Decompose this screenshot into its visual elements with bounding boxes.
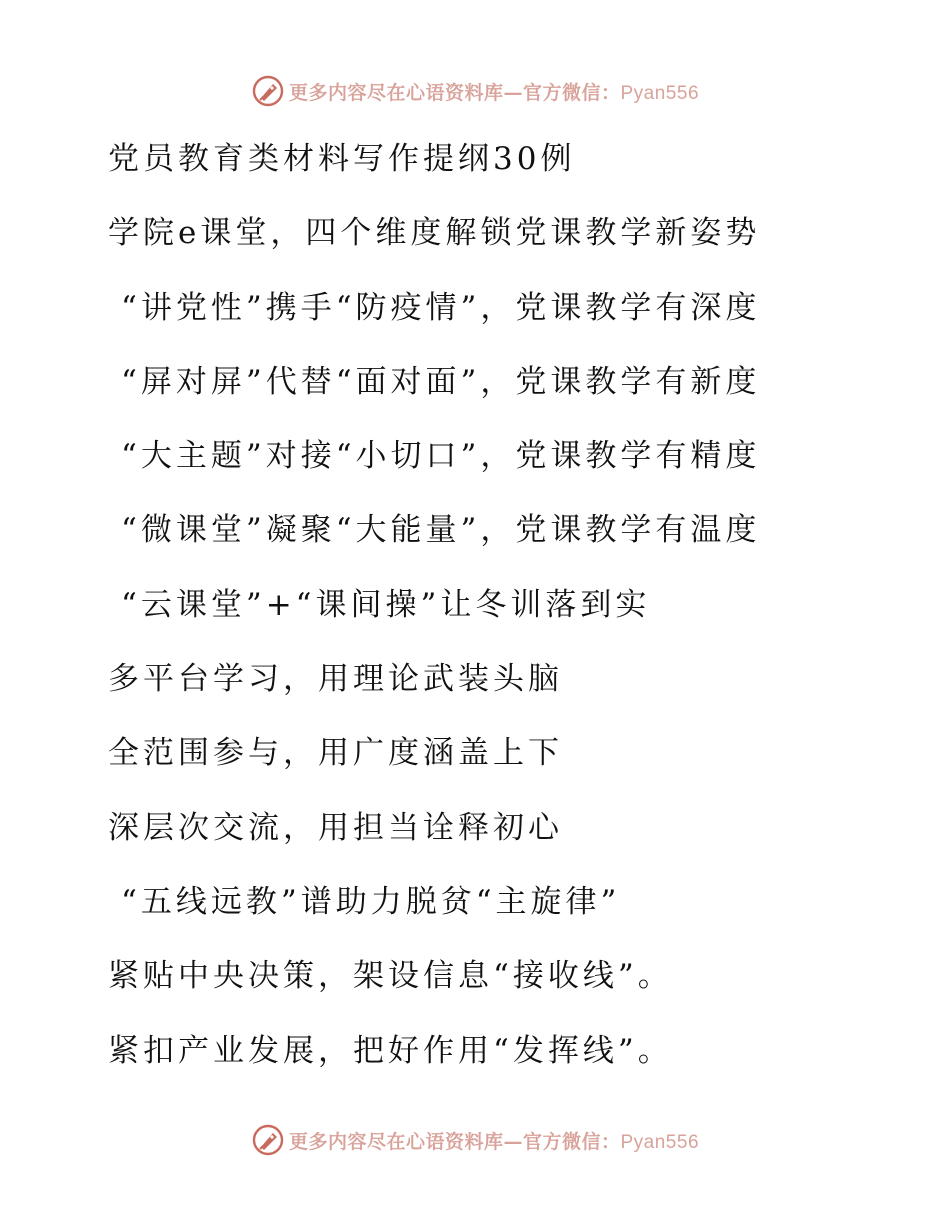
text-line: “屏对屏”代替“面对面”，党课教学有新度 bbox=[121, 363, 761, 400]
text-line: “讲党性”携手“防疫情”，党课教学有深度 bbox=[121, 289, 761, 326]
text-line: 学院e课堂，四个维度解锁党课教学新姿势 bbox=[108, 215, 761, 252]
text-line: “微课堂”凝聚“大能量”，党课教学有温度 bbox=[121, 512, 761, 549]
text-line: “五线远教”谱助力脱贫“主旋律” bbox=[121, 883, 621, 920]
wechat-id: Pyan556 bbox=[620, 1131, 700, 1153]
fountain-pen-nib-icon bbox=[251, 74, 285, 108]
footer-watermark-banner bbox=[0, 1120, 950, 1160]
text-line: 深层次交流，用担当诠释初心 bbox=[108, 809, 563, 846]
document-body bbox=[108, 122, 908, 1088]
text-line: 多平台学习，用理论武装头脑 bbox=[108, 661, 563, 698]
text-line: “云课堂”+“课间操”让冬训落到实 bbox=[121, 586, 651, 623]
text-line: 紧贴中央决策，架设信息“接收线”。 bbox=[108, 958, 673, 995]
header-watermark-banner bbox=[0, 71, 950, 111]
wechat-id: Pyan556 bbox=[620, 82, 700, 104]
watermark-text: 更多内容尽在心语资料库—官方微信：Pyan556 bbox=[288, 81, 700, 104]
text-line: 全范围参与，用广度涵盖上下 bbox=[108, 735, 563, 772]
fountain-pen-nib-icon bbox=[251, 1123, 285, 1157]
watermark-text: 更多内容尽在心语资料库—官方微信：Pyan556 bbox=[288, 1130, 700, 1153]
document-title: 党员教育类材料写作提纲30例 bbox=[108, 141, 576, 177]
text-line: 紧扣产业发展，把好作用“发挥线”。 bbox=[108, 1032, 673, 1069]
text-line: “大主题”对接“小切口”，党课教学有精度 bbox=[121, 438, 761, 475]
